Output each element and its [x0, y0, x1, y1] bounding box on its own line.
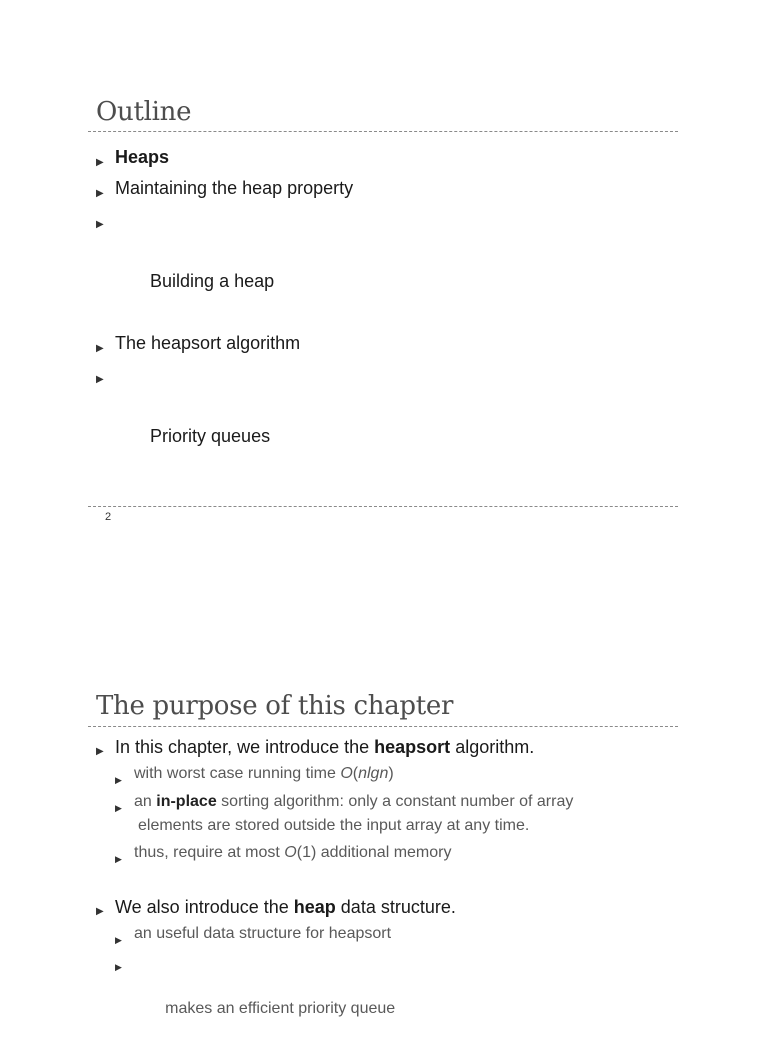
triangle-bullet-icon: ▶: [96, 219, 104, 230]
purpose-list: [96, 734, 534, 760]
triangle-bullet-icon: ▶: [96, 746, 104, 757]
triangle-bullet-icon: ▶: [115, 854, 122, 864]
footer-divider: [88, 506, 678, 507]
title-divider: [88, 131, 678, 132]
sub-list-item: ▶ makes an efficient priority queue: [115, 949, 395, 1045]
title-divider: [88, 726, 678, 727]
sub-list-item: ▶ an in-place sorting algorithm: only a constant number of array elements are stored outside the input array at any time.: [115, 793, 574, 834]
triangle-bullet-icon: ▶: [96, 906, 104, 917]
triangle-bullet-icon: ▶: [115, 962, 122, 972]
purpose-list: [96, 894, 456, 920]
list-item: ▶ Maintaining the heap property: [96, 173, 353, 204]
sub-list-item: ▶ thus, require at most O(1) additional memory: [115, 841, 573, 865]
sub-list-item: ▶ with worst case running time O(nlgn): [115, 762, 573, 786]
triangle-bullet-icon: ▶: [115, 803, 122, 813]
triangle-bullet-icon: ▶: [96, 343, 104, 354]
triangle-bullet-icon: ▶: [115, 775, 122, 785]
slide-title: The purpose of this chapter: [96, 691, 454, 721]
list-item: ▶ Priority queues: [96, 359, 353, 483]
page-number: 2: [105, 511, 112, 523]
sub-list: [115, 762, 573, 865]
triangle-bullet-icon: ▶: [96, 157, 104, 168]
outline-list: [96, 142, 353, 483]
list-item: ▶ Building a heap: [96, 204, 353, 328]
triangle-bullet-icon: ▶: [115, 935, 122, 945]
list-item: ▶ The heapsort algorithm: [96, 328, 353, 359]
sub-list: [115, 922, 395, 1045]
slide-title: Outline: [96, 97, 192, 127]
triangle-bullet-icon: ▶: [96, 188, 104, 199]
sub-list-item: ▶ an useful data structure for heapsort: [115, 922, 395, 946]
triangle-bullet-icon: ▶: [96, 374, 104, 385]
list-item: ▶ Heaps: [96, 142, 353, 173]
list-item: ▶ We also introduce the heap data structure.: [96, 894, 456, 920]
list-item: ▶ In this chapter, we introduce the heapsort algorithm.: [96, 734, 534, 760]
